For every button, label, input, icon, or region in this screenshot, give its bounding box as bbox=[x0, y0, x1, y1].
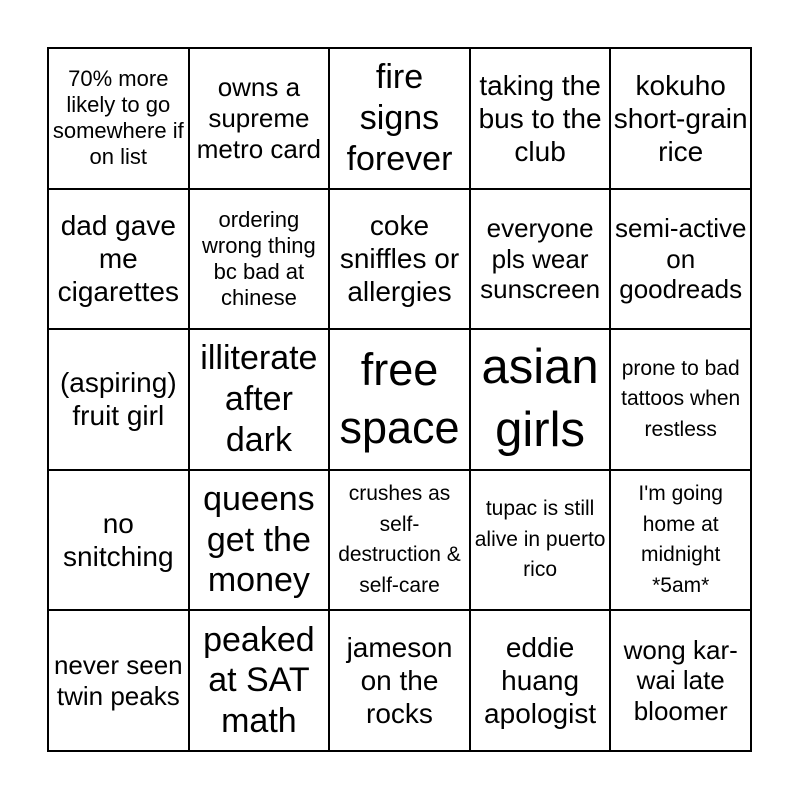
cell-text: never seen twin peaks bbox=[53, 650, 183, 711]
bingo-cell[interactable] bbox=[189, 329, 330, 470]
bingo-cell[interactable] bbox=[48, 470, 189, 611]
cell-text: fire signs forever bbox=[346, 58, 453, 178]
cell-text: (aspiring) fruit girl bbox=[59, 367, 177, 432]
cell-text: eddie huang apologist bbox=[484, 632, 597, 730]
bingo-cell[interactable] bbox=[470, 189, 611, 330]
bingo-cell[interactable] bbox=[329, 470, 470, 611]
cell-text: prone to bad tattoos when restless bbox=[621, 356, 741, 441]
cell-text: ordering wrong thing bc bad at chinese bbox=[202, 206, 316, 310]
bingo-cell[interactable] bbox=[470, 610, 611, 751]
bingo-cell[interactable] bbox=[189, 48, 330, 189]
bingo-cell[interactable] bbox=[189, 189, 330, 330]
bingo-cell[interactable] bbox=[48, 48, 189, 189]
cell-text: illiterate after dark bbox=[200, 339, 318, 459]
bingo-cell[interactable] bbox=[189, 470, 330, 611]
bingo-cell[interactable] bbox=[610, 329, 751, 470]
cell-text: free space bbox=[339, 343, 460, 454]
bingo-cell[interactable] bbox=[470, 48, 611, 189]
cell-text: dad gave me cigarettes bbox=[57, 210, 179, 308]
bingo-cell[interactable] bbox=[329, 48, 470, 189]
cell-text: I'm going home at midnight *5am* bbox=[638, 482, 723, 597]
cell-text: tupac is still alive in puerto rico bbox=[474, 497, 606, 582]
bingo-cell[interactable] bbox=[189, 610, 330, 751]
bingo-cell[interactable] bbox=[48, 329, 189, 470]
cell-text: no snitching bbox=[63, 508, 174, 573]
cell-text: taking the bus to the club bbox=[478, 69, 602, 167]
cell-text: wong kar-wai late bloomer bbox=[623, 634, 738, 727]
cell-text: kokuho short-grain rice bbox=[613, 69, 748, 167]
bingo-cell[interactable] bbox=[610, 470, 751, 611]
bingo-cell[interactable] bbox=[329, 610, 470, 751]
bingo-cell[interactable] bbox=[329, 189, 470, 330]
bingo-cell[interactable] bbox=[610, 48, 751, 189]
bingo-board bbox=[47, 47, 752, 752]
bingo-cell[interactable] bbox=[470, 470, 611, 611]
bingo-cell[interactable] bbox=[610, 610, 751, 751]
cell-text: jameson on the rocks bbox=[346, 632, 453, 730]
cell-text: asian girls bbox=[481, 339, 599, 458]
cell-text: coke sniffles or allergies bbox=[339, 210, 460, 308]
cell-text: semi-active on goodreads bbox=[614, 212, 747, 305]
cell-text: everyone pls wear sunscreen bbox=[480, 212, 601, 305]
bingo-cell[interactable] bbox=[610, 189, 751, 330]
cell-text: peaked at SAT math bbox=[203, 620, 315, 741]
bingo-cell[interactable] bbox=[470, 329, 611, 470]
cell-text: queens get the money bbox=[203, 479, 315, 600]
bingo-cell[interactable] bbox=[48, 189, 189, 330]
bingo-cell[interactable] bbox=[48, 610, 189, 751]
bingo-cell-free-space[interactable] bbox=[329, 329, 470, 470]
cell-text: crushes as self-destruction & self-care bbox=[338, 482, 461, 597]
cell-text: 70% more likely to go somewhere if on list bbox=[52, 66, 184, 170]
cell-text: owns a supreme metro card bbox=[196, 72, 322, 164]
